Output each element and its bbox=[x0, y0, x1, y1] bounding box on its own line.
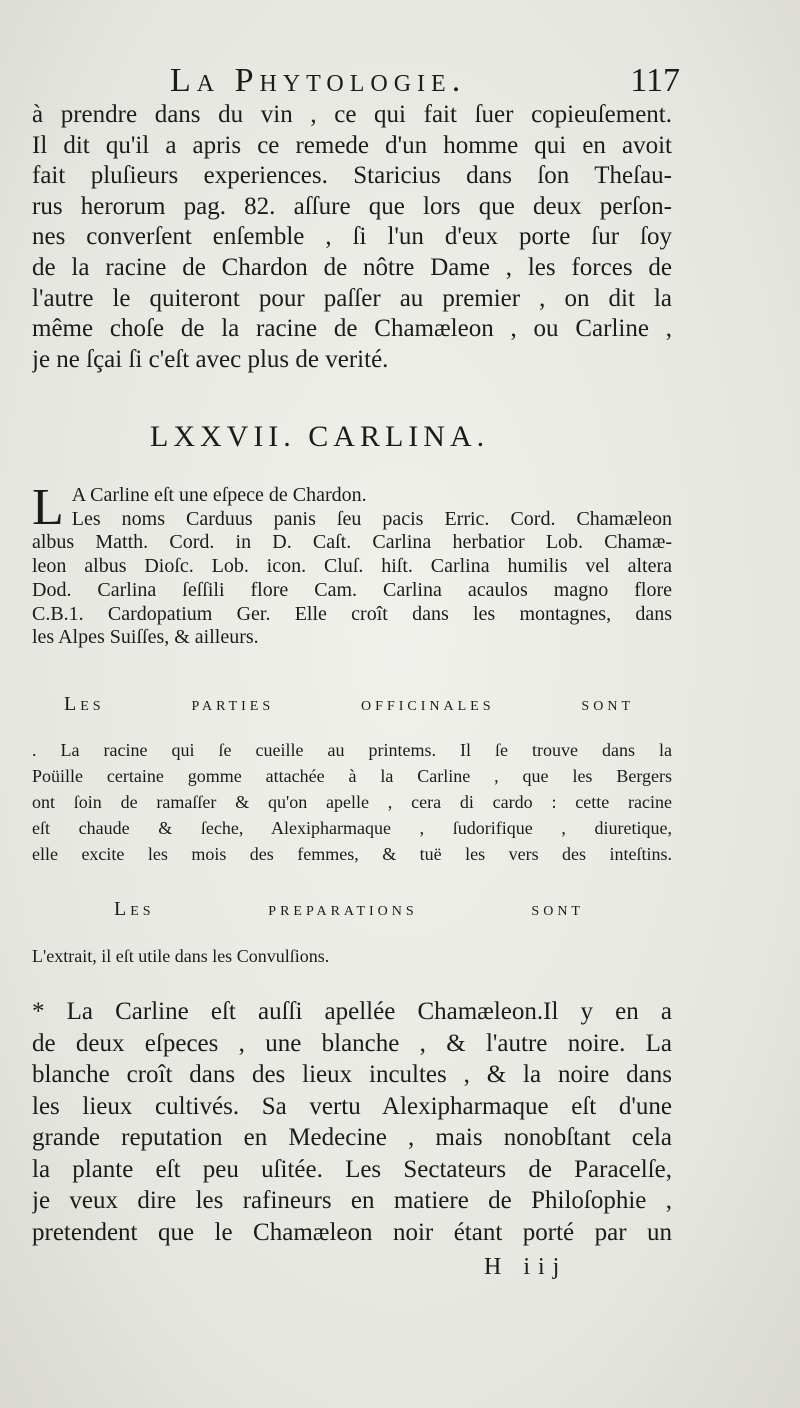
text-line: leon albus Dioſc. Lob. icon. Cluſ. hiſt. Carlina humilis vel altera bbox=[32, 555, 672, 578]
text-line: même choſe de la racine de Chamæleon , ou Carline , bbox=[32, 315, 672, 343]
text-line: les lieux cultivés. Sa vertu Alexipharmaque eſt d'une bbox=[32, 1092, 672, 1120]
text-line: à prendre dans du vin , ce qui fait ſuer copieuſement. bbox=[32, 101, 672, 128]
text-line: Les noms Carduus panis ſeu pacis Erric. Cord. Chamæleon bbox=[71, 507, 672, 530]
section-heading: LXXVII. CARLINA. bbox=[150, 420, 490, 453]
text-line: les Alpes Suiſſes, & ailleurs. bbox=[32, 626, 259, 649]
text-line: l'autre le quiteront pour paſſer au premier , on dit la bbox=[32, 284, 672, 312]
parties-paragraph bbox=[32, 737, 672, 867]
parties-heading: Les parties officinales sont bbox=[64, 693, 634, 715]
page-number: 117 bbox=[630, 62, 680, 99]
text-line: L'extrait, il eſt utile dans les Convulſions. bbox=[32, 946, 330, 966]
description-paragraph bbox=[32, 479, 672, 650]
paragraph-staricius bbox=[32, 100, 672, 375]
running-title: La Phytologie. bbox=[170, 62, 467, 99]
text-line: blanche croît dans des lieux incultes , & la noire dans bbox=[32, 1061, 672, 1088]
text-line: de la racine de Chardon de nôtre Dame , les forces de bbox=[32, 253, 672, 281]
text-line: A Carline eſt une eſpece de Chardon. bbox=[71, 484, 367, 506]
text-line: eſt chaude & ſeche, Alexipharmaque , ſudorifique , diuretique, bbox=[32, 818, 672, 838]
text-line: fait pluſieurs experiences. Staricius dans ſon Theſau- bbox=[32, 162, 672, 190]
text-line: Poüille certaine gomme attachée à la Carline , que les Bergers bbox=[32, 766, 672, 786]
text-line: je ne ſçai ſi c'eſt avec plus de verité. bbox=[32, 345, 389, 373]
drop-cap: L bbox=[32, 479, 64, 536]
text-line: albus Matth. Cord. in D. Caſt. Carlina herbatior Lob. Chamæ- bbox=[32, 531, 672, 554]
text-line: . La racine qui ſe cueille au printems. Il ſe trouve dans la bbox=[32, 740, 672, 760]
preparations-paragraph bbox=[32, 944, 672, 968]
text-line: * La Carline eſt auſſi apellée Chamæleon.Il y en a bbox=[32, 998, 672, 1025]
signature-mark: H iij bbox=[484, 1254, 568, 1280]
text-line: elle excite les mois des femmes, & tuë les vers des inteſtins. bbox=[32, 844, 672, 864]
text-line: Dod. Carlina ſeſſili flore Cam. Carlina acaulos magno flore bbox=[32, 578, 672, 601]
text-line: Il dit qu'il a apris ce remede d'un homme qui en avoit bbox=[32, 131, 672, 159]
text-line: ont ſoin de ramaſſer & qu'on apelle , cera di cardo : cette racine bbox=[32, 792, 672, 812]
note-paragraph bbox=[32, 996, 672, 1248]
text-line: de deux eſpeces , une blanche , & l'autre noire. La bbox=[32, 1029, 672, 1057]
text-line: C.B.1. Cardopatium Ger. Elle croît dans les montagnes, dans bbox=[32, 602, 672, 625]
text-line: la plante eſt peu uſitée. Les Sectateurs de Paracelſe, bbox=[32, 1155, 672, 1183]
text-line: rus herorum pag. 82. aſſure que lors que deux perſon- bbox=[32, 192, 672, 220]
text-line: pretendent que le Chamæleon noir étant porté par un bbox=[32, 1218, 672, 1246]
text-line: nes converſent enſemble , ſi l'un d'eux porte ſur ſoy bbox=[32, 223, 672, 251]
text-line: je veux dire les rafineurs en matiere de Philoſophie , bbox=[32, 1187, 672, 1214]
preparations-heading: Les preparations sont bbox=[114, 898, 584, 920]
text-line: grande reputation en Medecine , mais nonobſtant cela bbox=[32, 1124, 672, 1151]
